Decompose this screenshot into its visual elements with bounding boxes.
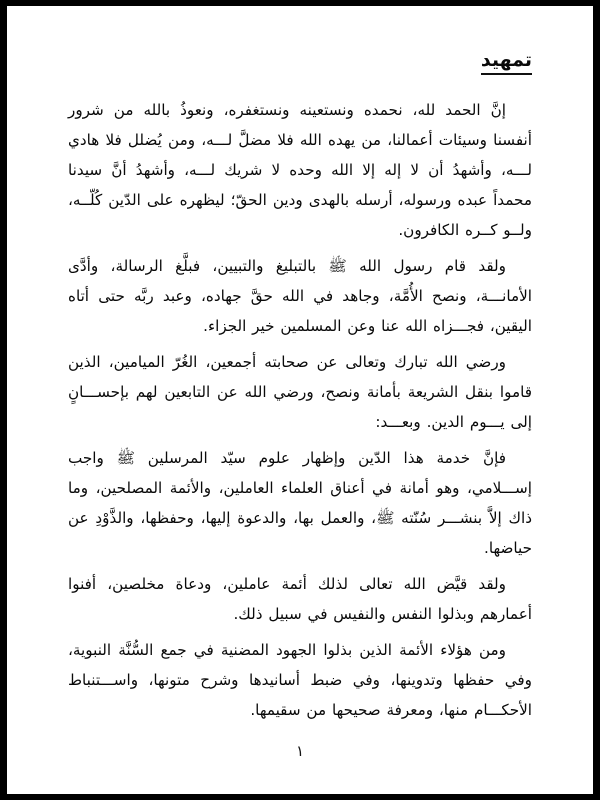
paragraph-6: ومن هؤلاء الأئمة الذين بذلوا الجهود المضنية في جمع السُّنَّة النبوية، وفي حفظها وتدوينها، وفي ضبط أسانيدها وشرح متونها، واســـتنباط الأحكـــام منها، ومعرفة صحيحها من سقيمها. — [68, 640, 532, 719]
page-content — [68, 50, 532, 731]
paragraph-4: فإنَّ خدمة هذا الدّين وإظهار علوم سيّد المرسلين ﷺ واجب إســـلامي، وهو أمانة في أعناق العلماء العاملين، والأئمة المصلحين، وما ذاك إلاَّ بنشـــر سُنّته ﷺ، والعمل بها، والدعوة إليها، وحفظها، والذَّوْدِ عن حياضها. — [68, 448, 532, 557]
paragraph-5: ولقد قيَّض الله تعالى لذلك أئمة عاملين، ودعاة مخلصين، أفنوا أعمارهم وبذلوا النفس والنفيس في سبيل ذلك. — [68, 574, 532, 623]
page-number: ١ — [295, 742, 305, 760]
paragraph-2: ولقد قام رسول الله ﷺ بالتبليغ والتبيين، فبلَّغ الرسالة، وأدَّى الأمانـــة، ونصح الأُمَّة، وجاهد في الله حقَّ جهاده، وعبد ربَّه حتى أتاه اليقين، فجـــزاه الله عنا وعن المسلمين خير الجزاء. — [68, 256, 532, 335]
page-sheet — [7, 6, 593, 794]
page-title — [68, 50, 532, 75]
page-title-text: تمهيد — [481, 50, 532, 75]
paragraph-3: ورضي الله تبارك وتعالى عن صحابته أجمعين، الغُرّ الميامين، الذين قاموا بنقل الشريعة بأمانة ونصح، ورضي الله عن التابعين لهم بإحســـانٍ إلى يـــوم الدين. وبعـــد: — [68, 352, 532, 431]
paragraph-1: إنَّ الحمد لله، نحمده ونستعينه ونستغفره، ونعوذُ بالله من شرور أنفسنا وسيئات أعمالنا، من يهده الله فلا مضلَّ لـــه، ومن يُضلل فلا هادي لـــه، وأشهدُ أن لا إله إلا الله وحده لا شريك لـــه، وأشهدُ أنَّ سيدنا محمداً عبده ورسوله، أرسله بالهدى ودين الحقّ؛ ليظهره على الدّين كُلّــه، ولــو كــره الكافرون. — [68, 100, 532, 239]
